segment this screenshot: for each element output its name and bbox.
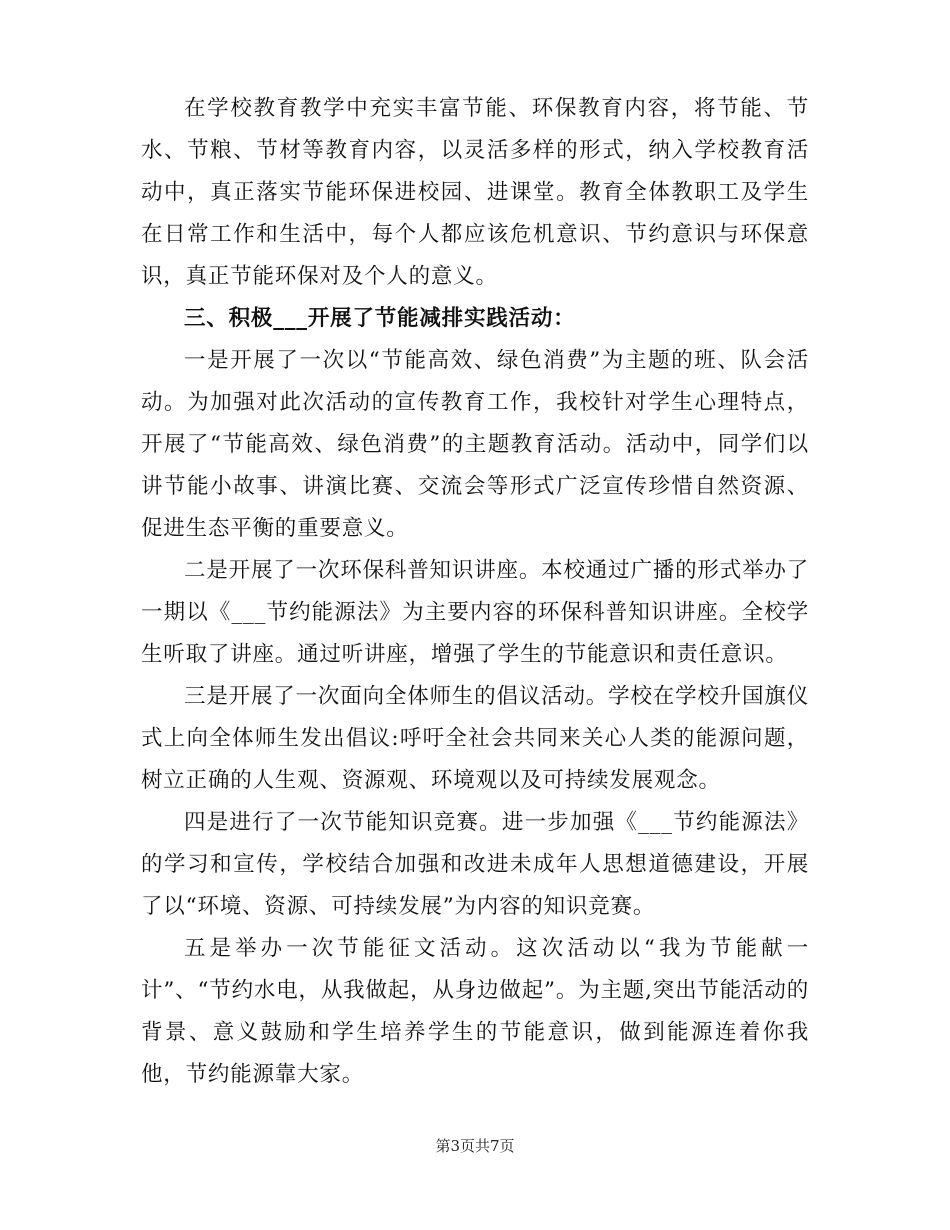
document-body	[141, 88, 809, 1096]
paragraph-knowledge-contest: 四是进行了一次节能知识竞赛。进一步加强《___节约能源法》的学习和宣传，学校结合加强和改进未成年人思想道德建设，开展了以“环境、资源、可持续发展”为内容的知识竞赛。	[141, 810, 809, 919]
paragraph-environmental-education: 在学校教育教学中充实丰富节能、环保教育内容，将节能、节水、节粮、节材等教育内容，以灵活多样的形式，纳入学校教育活动中，真正落实节能环保进校园、进课堂。教育全体教职工及学生在日常工作和生活中，每个人都应该危机意识、节约意识与环保意识，真正节能环保对及个人的意义。	[141, 96, 809, 289]
paragraph-essay-activity: 五是举办一次节能征文活动。这次活动以“我为节能献一计”、“节约水电，从我做起，从身边做起”。为主题,突出节能活动的背景、意义鼓励和学生培养学生的节能意识，做到能源连着你我他，节约能源靠大家。	[141, 936, 809, 1087]
paragraph-science-lecture: 二是开展了一次环保科普知识讲座。本校通过广播的形式举办了一期以《___节约能源法》为主要内容的环保科普知识讲座。全校学生听取了讲座。通过听讲座，增强了学生的节能意识和责任意识。	[141, 558, 809, 667]
paragraph-initiative-activity: 三是开展了一次面向全体师生的倡议活动。学校在学校升国旗仪式上向全体师生发出倡议:呼吁全社会共同来关心人类的能源问题，树立正确的人生观、资源观、环境观以及可持续发展观念。	[141, 684, 809, 793]
paragraph-class-meeting-activity: 一是开展了一次以“节能高效、绿色消费”为主题的班、队会活动。为加强对此次活动的宣传教育工作，我校针对学生心理特点，开展了“节能高效、绿色消费”的主题教育活动。活动中，同学们以讲节能小故事、讲演比赛、交流会等形式广泛宣传珍惜自然资源、促进生态平衡的重要意义。	[141, 348, 809, 541]
page-number: 第3页共7页	[435, 1137, 515, 1155]
section-heading-practice-activities: 三、积极___开展了节能减排实践活动：	[184, 306, 576, 331]
